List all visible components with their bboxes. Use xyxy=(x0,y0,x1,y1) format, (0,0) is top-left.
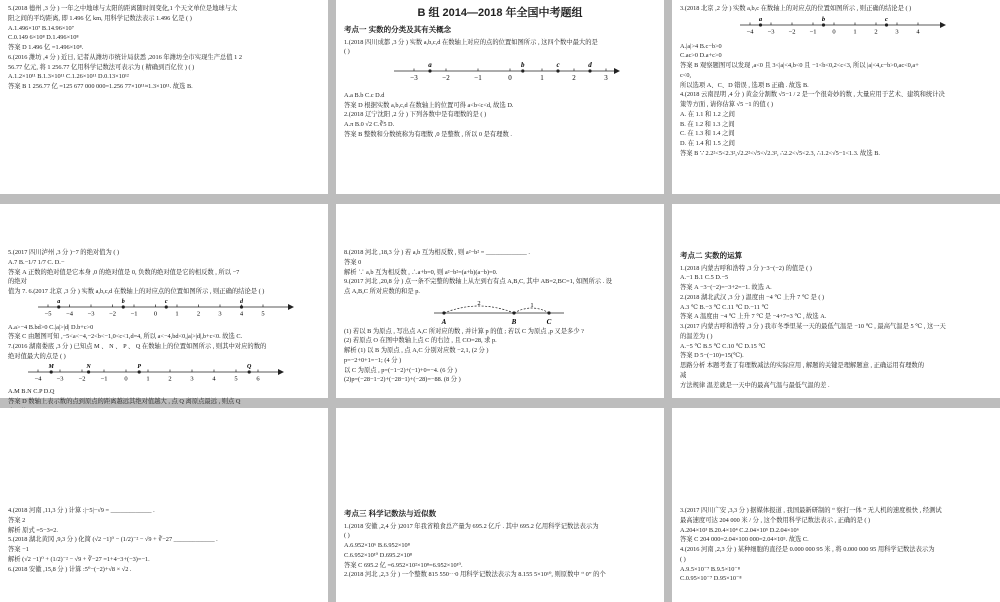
tick-label: −1 xyxy=(474,74,482,83)
point-label: B xyxy=(511,317,517,326)
point-marker xyxy=(822,23,825,26)
text-line: A.M B.N C.P D.Q xyxy=(8,388,55,396)
point-label: a xyxy=(428,61,432,70)
question-text xyxy=(344,522,656,581)
page-3 xyxy=(672,0,1000,194)
text-line: 2.(2018 辽宁沈阳 ,2 分 ) 下列各数中是有理数的是 ( ) xyxy=(344,111,487,119)
text-line: 策等方面 , 请你估算 √5 −1 的值 ( ) xyxy=(680,101,774,108)
tick-label: 3 xyxy=(604,74,608,83)
tick-label: 1 xyxy=(853,28,857,36)
text-line: 答案 C 695.2 亿 =6.952×10²×10⁸=6.952×10¹⁰. xyxy=(344,561,463,569)
text-line: 答案 D 数轴上表示数的点到原点的距离越远其绝对值越大 , 点 Q 离原点最远 , 则点 Q xyxy=(8,398,241,405)
point-label: c xyxy=(885,15,888,23)
tick-label: −4 xyxy=(34,375,42,382)
text-line: A.9.5×10⁻⁷ B.9.5×10⁻⁸ xyxy=(680,565,740,573)
tick-label: −3 xyxy=(56,375,64,382)
text-line: A.a B.b C.c D.d xyxy=(344,91,385,99)
tick-label: 5 xyxy=(234,375,238,382)
text-line: D. 在 1.4 和 1.5 之间 xyxy=(680,140,735,147)
text-line: A.1.2×10¹¹ B.1.3×10¹¹ C.1.26×10¹¹ D.0.13×10¹² xyxy=(8,73,129,81)
text-line: c<0, xyxy=(680,71,692,79)
point-marker xyxy=(512,311,515,314)
text-line: 答案 D 1.496 亿 =1.496×10⁸. xyxy=(8,44,84,51)
text-line: C.0.95×10⁻⁷ D.95×10⁻⁸ xyxy=(680,575,742,583)
text-line: 5.(2018 德州 ,3 分 ) 一年之中地球与太阳的距离随时间变化,1 个天文单位是地球与太 xyxy=(8,5,238,12)
tick-label: −2 xyxy=(78,375,86,382)
text-line: 所以选项 A、C、D 错误 , 选项 B 正确 . 故选 B. xyxy=(680,81,809,89)
text-line: 56.77 亿元, 将 1 256.77 亿用科学记数法可表示为 ( 精确到百亿位 ) ( ) xyxy=(8,63,195,71)
text-line: 2.(2018 河北 ,2,3 分 ) 一个整数 815 550⋯0 用科学记数法表示为 8.155 5×10¹⁰, 则原数中 “ 0” 的个 xyxy=(344,571,606,579)
point-marker xyxy=(556,70,559,73)
arc-label: 1 xyxy=(530,301,534,309)
text-line: 4.(2018 河南 ,11,3 分 ) 计算 :|−5|−√9 = _____________ . xyxy=(8,507,155,514)
text-line: 点 A,B,C 所对应数的和是 p. xyxy=(344,288,420,295)
text-line: B. 在 1.2 和 1.3 之间 xyxy=(680,120,735,128)
tick-label: −2 xyxy=(788,28,796,36)
point-marker xyxy=(248,370,251,373)
section-heading: 考点一 实数的分类及其有关概念 xyxy=(344,25,452,35)
page-1 xyxy=(0,0,328,194)
text-line: 最高速度可达 204 000 米 / 分 , 这个数用科学记数法表示 , 正确的是 ( ) xyxy=(680,516,871,524)
tick-label: 4 xyxy=(239,310,244,318)
point-label: b xyxy=(521,61,525,70)
text-line: 阳之间的平均距离, 即 1.496 亿 km, 用科学记数法表示 1.496 亿是 ( ) xyxy=(8,14,192,22)
text-line: 值为 7. 6.(2017 北京 ,3 分 ) 实数 a,b,c,d 在数轴上的对应点的位置如图所示 , 则正确的结论是 ( ) xyxy=(8,288,265,295)
page-2 xyxy=(336,0,664,194)
point-label: a xyxy=(758,15,763,23)
text-line: 思路分析 本题考查了有理数减法的实际应用 , 解题的关键是理解题意 , 正确运用有理数的 xyxy=(680,362,925,370)
point-label: b xyxy=(121,298,125,305)
page-9 xyxy=(672,408,1000,602)
tick-label: 0 xyxy=(124,375,128,382)
point-marker xyxy=(50,370,53,373)
text-line: A.−1 B.1 C.5 D.−5 xyxy=(680,274,729,282)
text-line: 1.(2018 内蒙古呼和浩特 ,3 分 )−3−(−2) 的值是 ( ) xyxy=(680,264,812,272)
text-line: 8.(2018 河北 ,18,3 分 ) 若 a,b 互为相反数 , 则 a²−b² = _____________ . xyxy=(344,249,530,256)
text-line: C.6.952×10¹⁰ D.695.2×10⁸ xyxy=(344,551,413,559)
text-line: A.a>−4 B.bd>0 C.|a|>|d| D.b+c>0 xyxy=(8,323,94,331)
text-line: 2.(2018 湖北武汉 ,3 分 ) 温度由 −4 ℃ 上升 7 ℃ 是 ( ) xyxy=(680,293,825,301)
text-line: 解析 ∵ a,b 互为相反数 , ∴a+b=0, 则 a²−b²=(a+b)(a−b)=0. xyxy=(344,268,498,276)
text-line: A.−5 ℃ B.5 ℃ C.10 ℃ D.15 ℃ xyxy=(680,342,766,350)
number-line-4 xyxy=(8,362,320,384)
text-line: p=−2+0+1=−1; (4 分 ) xyxy=(344,356,402,364)
point-marker xyxy=(240,305,243,308)
tick-label: 0 xyxy=(832,28,836,36)
text-line: C.ac>0 D.a+c>0 xyxy=(680,52,722,60)
section-heading: 考点二 实数的运算 xyxy=(680,251,743,260)
text-line: 4.(2018 云南昆明 ,4 分 ) 黄金分割数 √5−1 / 2 是一个很奇妙的数 , 大量应用于艺术、建筑和统计决 xyxy=(680,91,945,99)
text-line: 的绝对 xyxy=(8,278,27,286)
tick-label: −2 xyxy=(109,310,116,318)
text-line: 方法规律 温差就是一天中的最高气温与最低气温的差 . xyxy=(680,381,830,389)
point-label: d xyxy=(240,298,243,305)
text-line: 9.(2017 河北 ,20,8 分 ) 点一条不完整的数轴上从左到右有点 A,B,C, 其中 AB=2,BC=1, 如图所示 . 设 xyxy=(344,278,613,286)
point-label: b xyxy=(821,15,826,23)
point-label: P xyxy=(137,363,142,370)
text-line: 以 C 为原点 , p=(−1−2)+(−1)+0=−4. (6 分 ) xyxy=(344,366,457,374)
text-line: 答案 C 204 000=2.04×100 000=2.04×10⁵. 故选 C. xyxy=(680,536,809,544)
tick-label: 3 xyxy=(895,28,899,36)
page-4 xyxy=(0,204,328,405)
tick-label: 2 xyxy=(572,74,576,83)
text-line: A.π B.0 √2 C.∛5 D. xyxy=(344,121,395,129)
tick-label: 3 xyxy=(190,375,194,382)
point-marker xyxy=(759,23,762,26)
tick-label: −3 xyxy=(767,28,775,36)
text-line: 5.(2017 四川泸州 ,3 分 )−7 的绝对值为 ( ) xyxy=(8,249,120,256)
tick-label: −3 xyxy=(410,74,418,83)
text-line: 4.(2016 河南 ,2,3 分 ) 某种细胞的直径是 0.000 000 95 米 , 将 0.000 000 95 用科学记数法表示为 xyxy=(680,546,935,553)
tick-label: −1 xyxy=(130,310,138,318)
text-line: 答案 B 1 256.77 亿 =125 677 000 000=1.256 77×10¹¹≈1.3×10¹¹. 故选 B. xyxy=(8,83,193,90)
question-text xyxy=(8,323,320,362)
point-marker xyxy=(122,305,125,308)
text-line: A.6.952×10⁶ B.6.952×10⁸ xyxy=(344,542,410,550)
text-line: 答案 D 5−(−10)=15(℃). xyxy=(680,352,744,360)
text-line: 绝对值最大的点是 ( ) xyxy=(8,352,66,360)
tick-label: 1 xyxy=(540,74,544,83)
text-line: A. 在 1.1 和 1.2 之间 xyxy=(680,110,735,118)
tick-label: 1 xyxy=(146,375,150,382)
point-marker xyxy=(57,305,60,308)
tick-label: −4 xyxy=(746,28,754,36)
tick-label: 1 xyxy=(175,310,179,318)
tick-label: 4 xyxy=(212,375,216,382)
tick-label: −1 xyxy=(809,28,817,36)
tick-label: 0 xyxy=(153,310,158,318)
point-marker xyxy=(442,311,445,314)
text-line: A.3 ℃ B.−3 ℃ C.11 ℃ D.−11 ℃ xyxy=(680,303,769,311)
text-line: 5.(2018 湖北黄冈 ,9,3 分 ) 化简 (√2 −1)⁰ − (1/2)⁻² − √9 + ∛−27 _____________ . xyxy=(8,536,218,544)
tick-label: 4 xyxy=(916,28,920,36)
point-label: a xyxy=(57,298,61,305)
text-line: 答案 B ∵ 2.2²<5<2.3²,√2.2²<√5<√2.3², ∴2.2<√5<2.3, ∴1.2<√5−1<1.3. 故选 B. xyxy=(680,149,880,157)
question-text xyxy=(680,42,992,159)
point-label: d xyxy=(588,61,592,70)
text-line: 答案 −1 xyxy=(8,546,29,553)
point-label: c xyxy=(164,298,168,305)
point-marker xyxy=(428,70,431,73)
page-6 xyxy=(672,204,1000,398)
text-line: A.|a|>4 B.c−b>0 xyxy=(680,42,722,50)
page-7 xyxy=(0,408,328,602)
question-text xyxy=(344,91,656,140)
tick-label: 6 xyxy=(256,375,260,382)
tick-label: 2 xyxy=(874,28,878,36)
text-line: 6.(2016 潍坊 ,4 分 ) 近日, 记者从潍坊市统计局获悉 ,2016 年潍坊全市实现生产总值 1 2 xyxy=(8,53,243,61)
text-line: 的温差为 ( ) xyxy=(680,332,713,340)
tick-label: 5 xyxy=(261,310,265,318)
question-text xyxy=(8,248,320,297)
tick-label: 3 xyxy=(218,310,222,318)
text-line: 答案 B 观察题图可以发现 ,a<0 且 3<|a|<4,b<0 且 −1<b<0,2<c<3, 所以 |a|<4,c−b>0,ac<0,a+ xyxy=(680,62,919,69)
page-title: B 组 2014—2018 年全国中考题组 xyxy=(417,7,583,19)
text-line: (2)p=(−28−1−2)+(−28−1)+(−28)=−88. (8 分 ) xyxy=(344,376,461,384)
text-line: 1.(2018 安徽 ,2,4 分 )2017 年我省粮食总产量为 695.2 亿斤 . 其中 695.2 亿用科学记数法表示为 xyxy=(344,522,599,530)
number-line-1 xyxy=(344,57,656,87)
tick-label: −3 xyxy=(87,310,95,318)
text-line: 答案 0 xyxy=(344,258,362,266)
text-line: 3.(2018 北京 ,2 分 ) 实数 a,b,c 在数轴上的对应点的位置如图所示 , 则正确的结论是 ( ) xyxy=(680,5,912,12)
arc-label: 2 xyxy=(477,299,481,307)
text-line: 答案 2 xyxy=(8,516,26,524)
tick-label: −5 xyxy=(44,310,52,318)
section-heading: 考点三 科学记数法与近似数 xyxy=(344,509,437,518)
point-label: C xyxy=(546,317,552,326)
text-line: 1.(2018 四川成都 ,3 分 ) 实数 a,b,c,d 在数轴上对应的点的位置如图所示 , 这四个数中最大的是 xyxy=(344,38,598,46)
segment-diagram xyxy=(344,297,656,326)
question-text xyxy=(680,506,992,584)
point-marker xyxy=(138,370,141,373)
tick-label: 2 xyxy=(168,375,172,382)
tick-label: −4 xyxy=(66,310,73,318)
number-line-2 xyxy=(680,14,992,38)
text-line: 减 xyxy=(680,371,687,379)
text-line: 解析 原式 =5−3=2. xyxy=(8,526,59,534)
text-line: 答案 D 根据实数 a,b,c,d 在数轴上的位置可得 a<b<c<d, 故选 D. xyxy=(344,101,514,109)
text-line: 答案 A 温度由 −4 ℃ 上升 7 ℃ 是 −4+7=3 ℃ , 故选 A. xyxy=(680,313,827,321)
text-line: ( ) xyxy=(344,48,350,56)
page-5 xyxy=(336,204,664,398)
text-line: 3.(2017 四川广安 ,3,3 分 ) 据媒体报道 , 我国最新研制的 “ 察打一体 ” 无人机的速度极快 , 经测试 xyxy=(680,507,942,514)
text-line: 答案 C 由题图可知 ,−5<a<−4,−2<b<−1,0<c<1,d=4, 所以 a<−4,bd<0,|a|>|d|,b+c<0. 故选 C. xyxy=(8,333,243,341)
text-line: 解析 (√2 −1)⁰ + (1/2)⁻² − √9 + ∛−27 =1+4−3+(−3)=−1. xyxy=(8,555,150,563)
tick-label: 0 xyxy=(508,74,512,83)
text-line: A.204×10³ B.20.4×10⁴ C.2.04×10⁵ D.2.04×10⁶ xyxy=(680,526,799,534)
point-label: M xyxy=(48,363,54,370)
text-line: ( ) xyxy=(344,532,350,540)
text-line: 答案 B 整数和分数统称为有理数 ,0 是整数 , 所以 0 是有理数 . xyxy=(344,130,512,138)
point-marker xyxy=(547,311,550,314)
tick-label: 2 xyxy=(196,310,201,318)
point-label: c xyxy=(556,61,560,70)
text-line: 解析 (1) 以 B 为原点 , 点 A,C 分别对应数 −2,1, (2 分 ) xyxy=(344,347,489,354)
text-line: 7.(2016 湖南娄底 ,3 分 ) 已知点 M 、 N 、 P 、 Q 在数轴上的位置如图所示 , 则其中对应的数的 xyxy=(8,343,267,350)
text-line: ( ) xyxy=(680,555,686,563)
point-marker xyxy=(885,23,888,26)
question-text xyxy=(344,38,656,58)
point-label: N xyxy=(86,363,91,370)
point-marker xyxy=(165,305,168,308)
tick-label: −1 xyxy=(100,375,108,382)
question-text xyxy=(344,327,656,386)
point-marker xyxy=(87,370,90,373)
page-1-content xyxy=(8,4,320,92)
text-line: (2) 若原点 O 在图中数轴上点 C 的右边 , 且 CO=28, 求 p. xyxy=(344,337,497,345)
tick-label: −2 xyxy=(442,74,450,83)
text-line: A.1.496×10⁷ B.14.96×10⁷ xyxy=(8,24,74,32)
point-label: Q xyxy=(247,363,252,370)
text-line: 6.(2018 安徽 ,15,8 分 ) 计算 :5⁰−(−2)+√8 × √2 . xyxy=(8,565,132,573)
text-line: (1) 若以 B 为原点 , 写出点 A,C 所对应的数 , 并计算 p 的值 ; 若以 C 为原点 ,p 又是多少 ? xyxy=(344,327,584,335)
text-line: 3.(2017 内蒙古呼和浩特 ,3 分 ) 我市冬季里某一天的最低气温是 −10 ℃ , 最高气温是 5 ℃ , 这一天 xyxy=(680,323,946,331)
question-text xyxy=(8,506,320,574)
text-line: 答案 A 正数的绝对值是它本身 ,0 的绝对值是 0, 负数的绝对值是它的相反数 , 所以 −7 xyxy=(8,268,240,276)
page-8 xyxy=(336,408,664,602)
number-line-3 xyxy=(8,297,320,319)
question-text xyxy=(680,4,992,14)
text-line: 答案 A −3−(−2)=−3+2=−1. 故选 A. xyxy=(680,284,772,292)
text-line: C. 在 1.3 和 1.4 之间 xyxy=(680,130,735,138)
text-line: C.0.149 6×10⁸ D.1.496×10⁸ xyxy=(8,34,79,42)
text-line: A.7 B.−1/7 1/7 C. D.− xyxy=(8,258,65,266)
point-marker xyxy=(588,70,591,73)
point-label: A xyxy=(441,317,447,326)
question-text xyxy=(344,248,656,297)
point-marker xyxy=(521,70,524,73)
question-text xyxy=(680,264,992,391)
